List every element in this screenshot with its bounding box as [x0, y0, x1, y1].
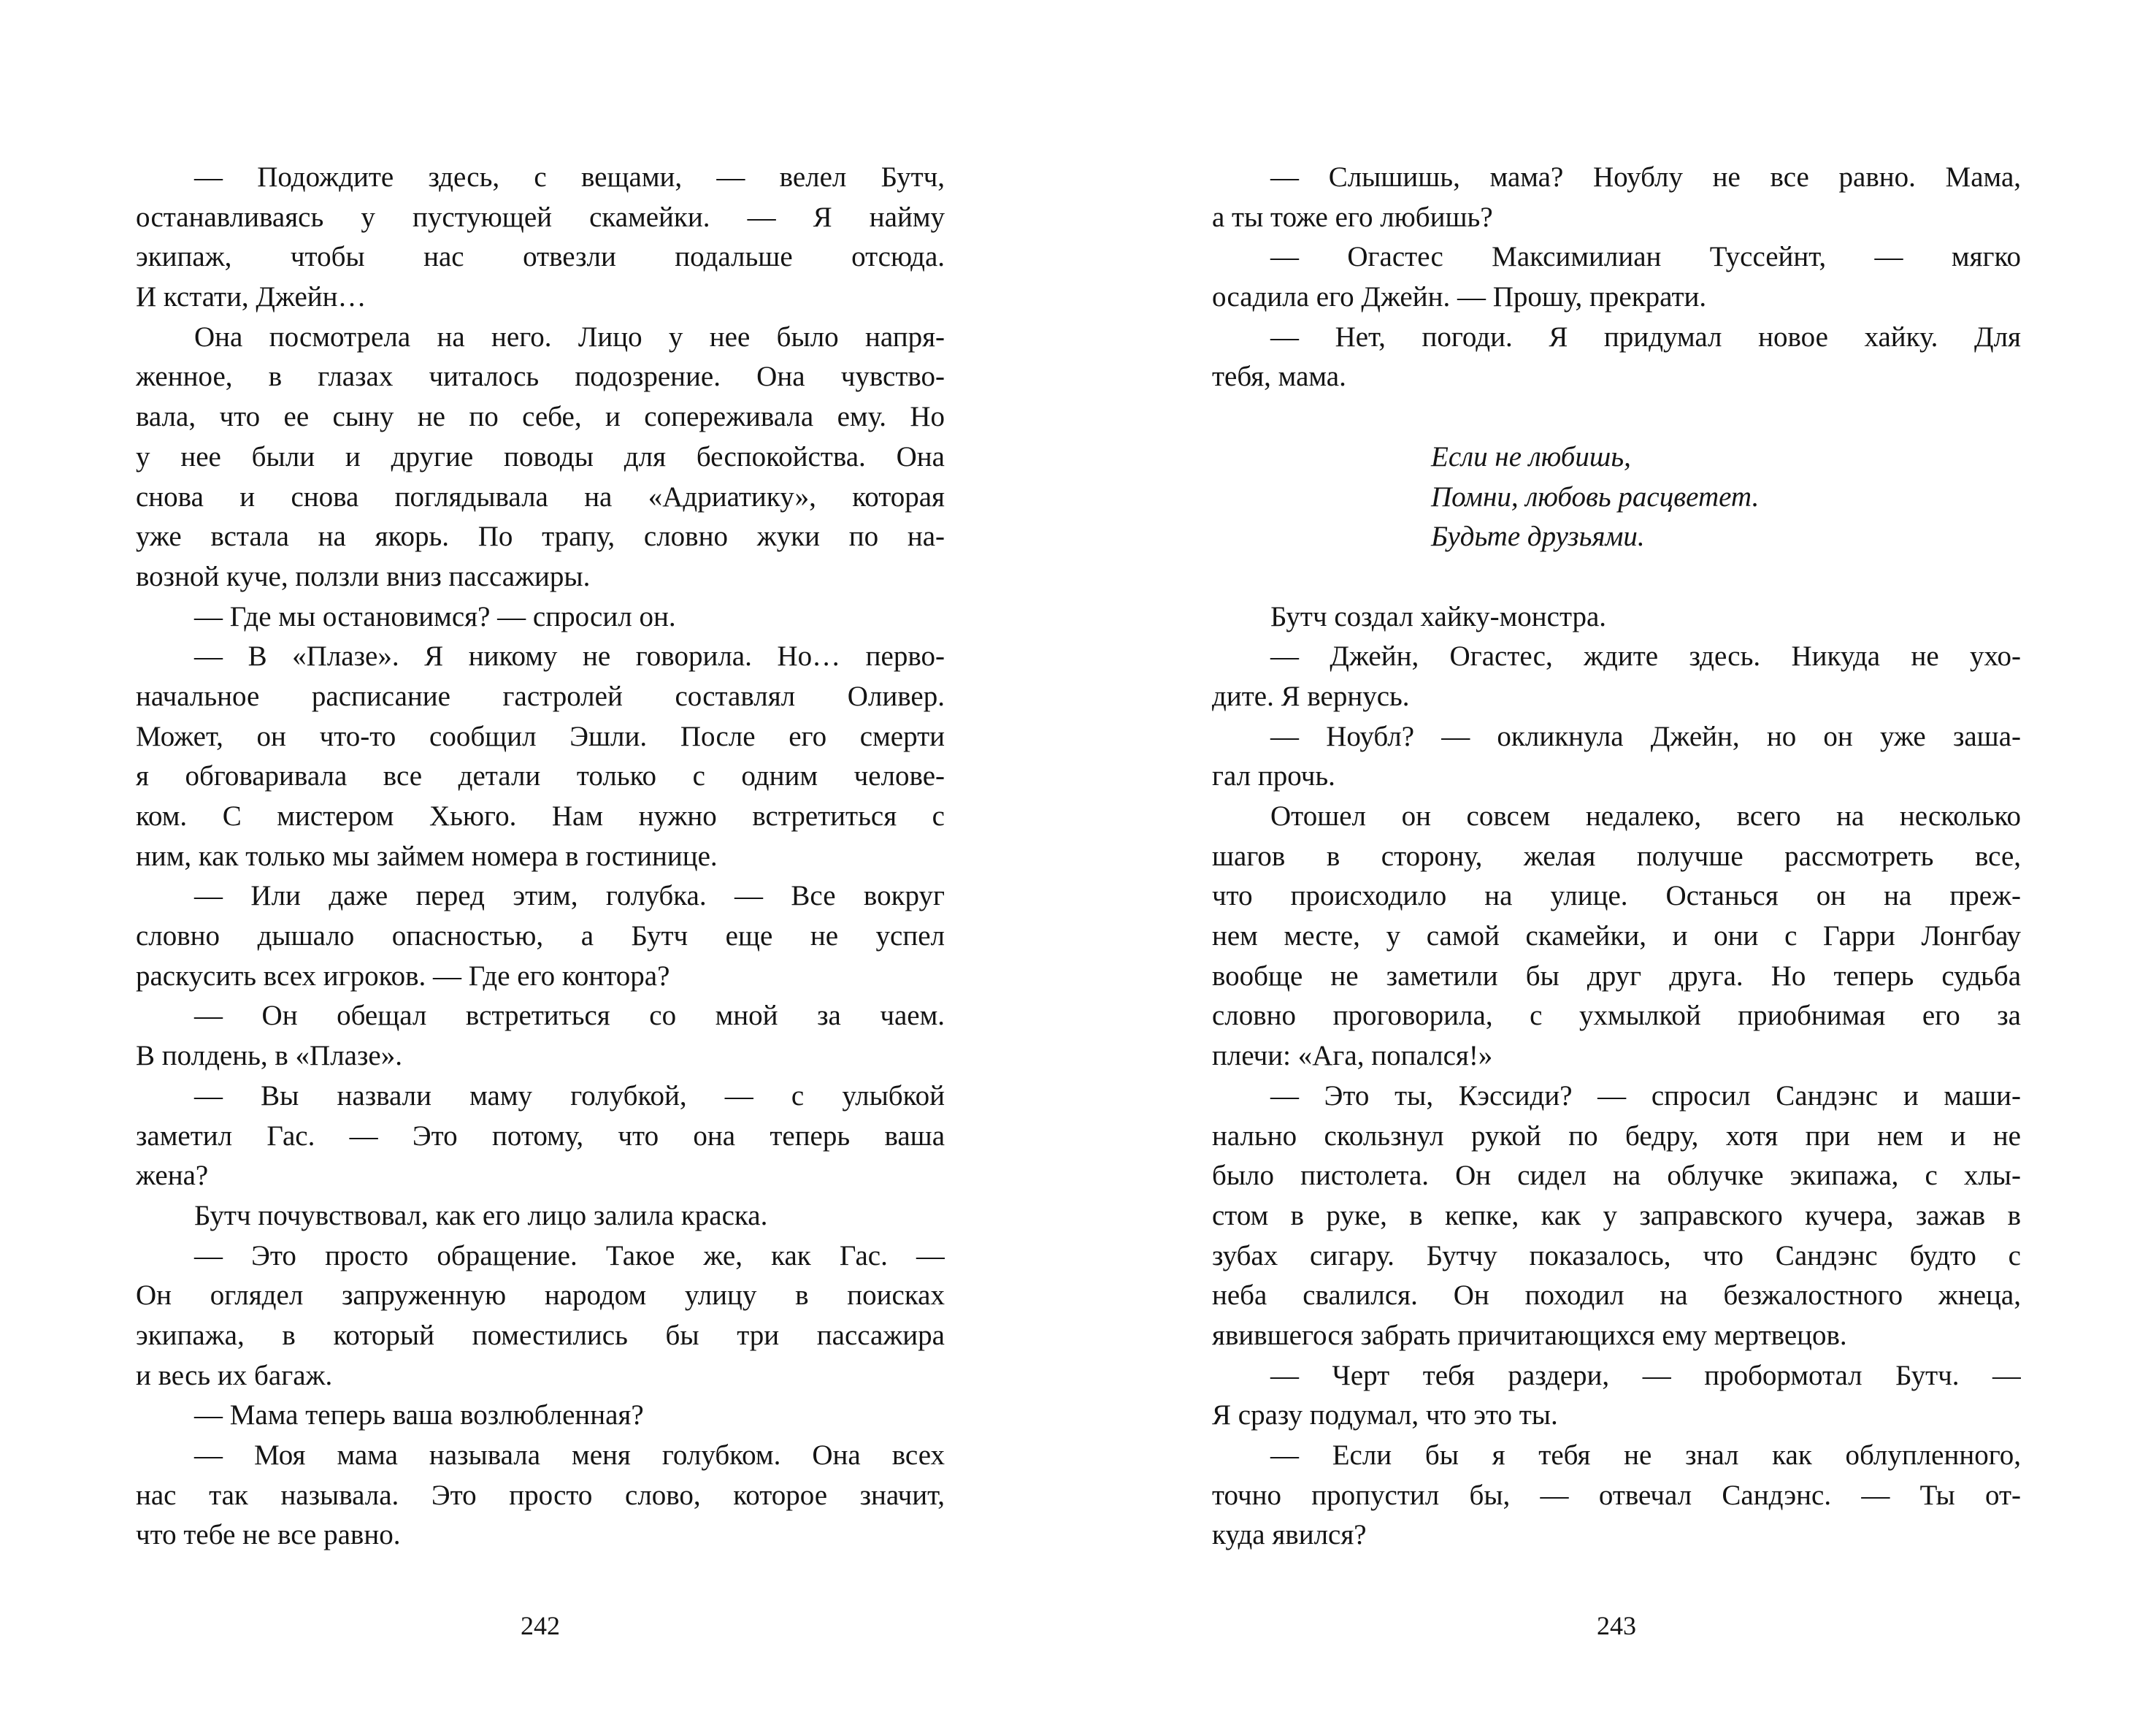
page-right-text-block	[1212, 158, 2021, 1556]
text-line: — В «Плазе». Я никому не говорила. Но… перво-	[194, 640, 945, 673]
text-line: что тебе не все равно.	[136, 1519, 401, 1551]
text-line: зубах сигару. Бутчу показалось, что Сандэнс будто с	[1212, 1239, 2021, 1271]
page-left-text-block	[136, 158, 945, 1556]
text-line: осадила его Джейн. — Прошу, прекрати.	[1212, 281, 1707, 313]
text-line: вала, что ее сыну не по себе, и сопереживала ему. Но	[136, 401, 945, 433]
text-line: В полдень, в «Плазе».	[136, 1040, 402, 1072]
text-line: Бутч создал хайку-монстра.	[1270, 600, 1607, 632]
text-line: начальное расписание гастролей составлял Оливер.	[136, 680, 945, 712]
text-line: — Моя мама называла меня голубком. Она всех	[194, 1439, 945, 1471]
blank-line	[1212, 557, 2021, 597]
text-line: Может, он что-то сообщил Эшли. После его смерти	[136, 720, 945, 752]
text-line: у нее были и другие поводы для беспокойства. Она	[136, 440, 945, 473]
text-line: экипаж, чтобы нас отвезли подальше отсюда.	[136, 241, 945, 273]
text-line: — Вы назвали маму голубкой, — с улыбкой	[194, 1079, 945, 1112]
text-line: — Это просто обращение. Такое же, как Гас. —	[194, 1239, 945, 1271]
text-line: заметил Гас. — Это потому, что она теперь ваша	[136, 1120, 945, 1152]
text-line: — Он обещал встретиться со мной за чаем.	[194, 1000, 945, 1032]
text-line: неба свалился. Он походил на безжалостного жнеца,	[1212, 1280, 2021, 1312]
text-line: точно пропустил бы, — отвечал Сандэнс. — Ты от-	[1212, 1479, 2021, 1511]
text-line: — Это ты, Кэссиди? — спросил Сандэнс и маши-	[1270, 1079, 2021, 1112]
text-line: экипажа, в который поместились бы три пассажира	[136, 1319, 945, 1351]
text-line: — Или даже перед этим, голубка. — Все вокруг	[194, 880, 945, 912]
text-line: раскусить всех игроков. — Где его контора?	[136, 960, 670, 992]
text-line: снова и снова поглядывала на «Адриатику», которая	[136, 481, 945, 513]
text-line: — Мама теперь ваша возлюбленная?	[194, 1399, 644, 1431]
text-line: я обговаривала все детали только с одним челове-	[136, 760, 945, 792]
text-line: — Огастес Максимилиан Туссейнт, — мягко	[1270, 241, 2021, 273]
text-line: стом в руке, в кепке, как у заправского кучера, зажав в	[1212, 1199, 2021, 1231]
text-line: нас так называла. Это просто слово, которое значит,	[136, 1479, 945, 1511]
text-line: явившегося забрать причитающихся ему мертвецов.	[1212, 1319, 1847, 1351]
text-line: — Нет, погоди. Я придумал новое хайку. Для	[1270, 321, 2021, 353]
text-line: возной куче, ползли вниз пассажиры.	[136, 560, 591, 592]
text-line: вообще не заметили бы друг друга. Но теперь судьба	[1212, 960, 2021, 992]
text-line: шагов в сторону, желая получше рассмотреть все,	[1212, 840, 2021, 872]
text-line: словно дышало опасностью, а Бутч еще не успел	[136, 920, 945, 952]
text-line: куда явился?	[1212, 1519, 1367, 1551]
text-line: дите. Я вернусь.	[1212, 680, 1410, 712]
text-line: а ты тоже его любишь?	[1212, 201, 1493, 233]
text-line: словно проговорила, с ухмылкой приобнимая его за	[1212, 1000, 2021, 1032]
text-line: Отошел он совсем недалеко, всего на несколько	[1270, 800, 2021, 832]
text-line: Он оглядел запруженную народом улицу в поисках	[136, 1280, 945, 1312]
text-line: И кстати, Джейн…	[136, 281, 367, 313]
text-line: ним, как только мы займем номера в гостинице.	[136, 840, 718, 872]
text-line: — Ноубл? — окликнула Джейн, но он уже заша-	[1270, 720, 2021, 752]
text-line: нем месте, у самой скамейки, и они с Гарри Лонгбау	[1212, 920, 2021, 952]
text-line: было пистолета. Он сидел на облучке экипажа, с хлы-	[1212, 1160, 2021, 1192]
text-line: — Подождите здесь, с вещами, — велел Бутч,	[194, 161, 945, 193]
haiku-line: Если не любишь,	[1431, 440, 1631, 473]
text-line: уже встала на якорь. По трапу, словно жуки по на-	[136, 521, 945, 553]
text-line: женное, в глазах читалось подозрение. Она чувство-	[136, 361, 945, 393]
text-line: — Где мы остановимся? — спросил он.	[194, 600, 676, 632]
text-line: — Если бы я тебя не знал как облупленного,	[1270, 1439, 2021, 1471]
text-line: тебя, мама.	[1212, 361, 1346, 393]
page-right-number: 243	[1597, 1611, 1636, 1640]
text-line: плечи: «Ага, попался!»	[1212, 1040, 1493, 1072]
text-line: нально скользнул рукой по бедру, хотя при нем и не	[1212, 1120, 2021, 1152]
text-line: — Слышишь, мама? Ноублу не все равно. Мама,	[1270, 161, 2021, 193]
haiku-line: Помни, любовь расцветет.	[1431, 481, 1760, 513]
page-right	[1078, 0, 2156, 1725]
text-line: ком. С мистером Хьюго. Нам нужно встретиться с	[136, 800, 945, 832]
haiku-line: Будьте друзьями.	[1431, 521, 1645, 553]
page-left-number: 242	[521, 1611, 560, 1640]
text-line: останавливаясь у пустующей скамейки. — Я найму	[136, 201, 945, 233]
text-line: — Джейн, Огастес, ждите здесь. Никуда не ухо-	[1270, 640, 2021, 673]
text-line: Она посмотрела на него. Лицо у нее было напря-	[194, 321, 945, 353]
text-line: Бутч почувствовал, как его лицо залила краска.	[194, 1199, 768, 1231]
text-line: Я сразу подумал, что это ты.	[1212, 1399, 1558, 1431]
text-line: гал прочь.	[1212, 760, 1335, 792]
text-line: — Черт тебя раздери, — пробормотал Бутч. —	[1270, 1359, 2021, 1391]
text-line: что происходило на улице. Останься он на преж-	[1212, 880, 2021, 912]
blank-line	[1212, 397, 2021, 437]
text-line: и весь их багаж.	[136, 1359, 333, 1391]
text-line: жена?	[136, 1160, 209, 1192]
